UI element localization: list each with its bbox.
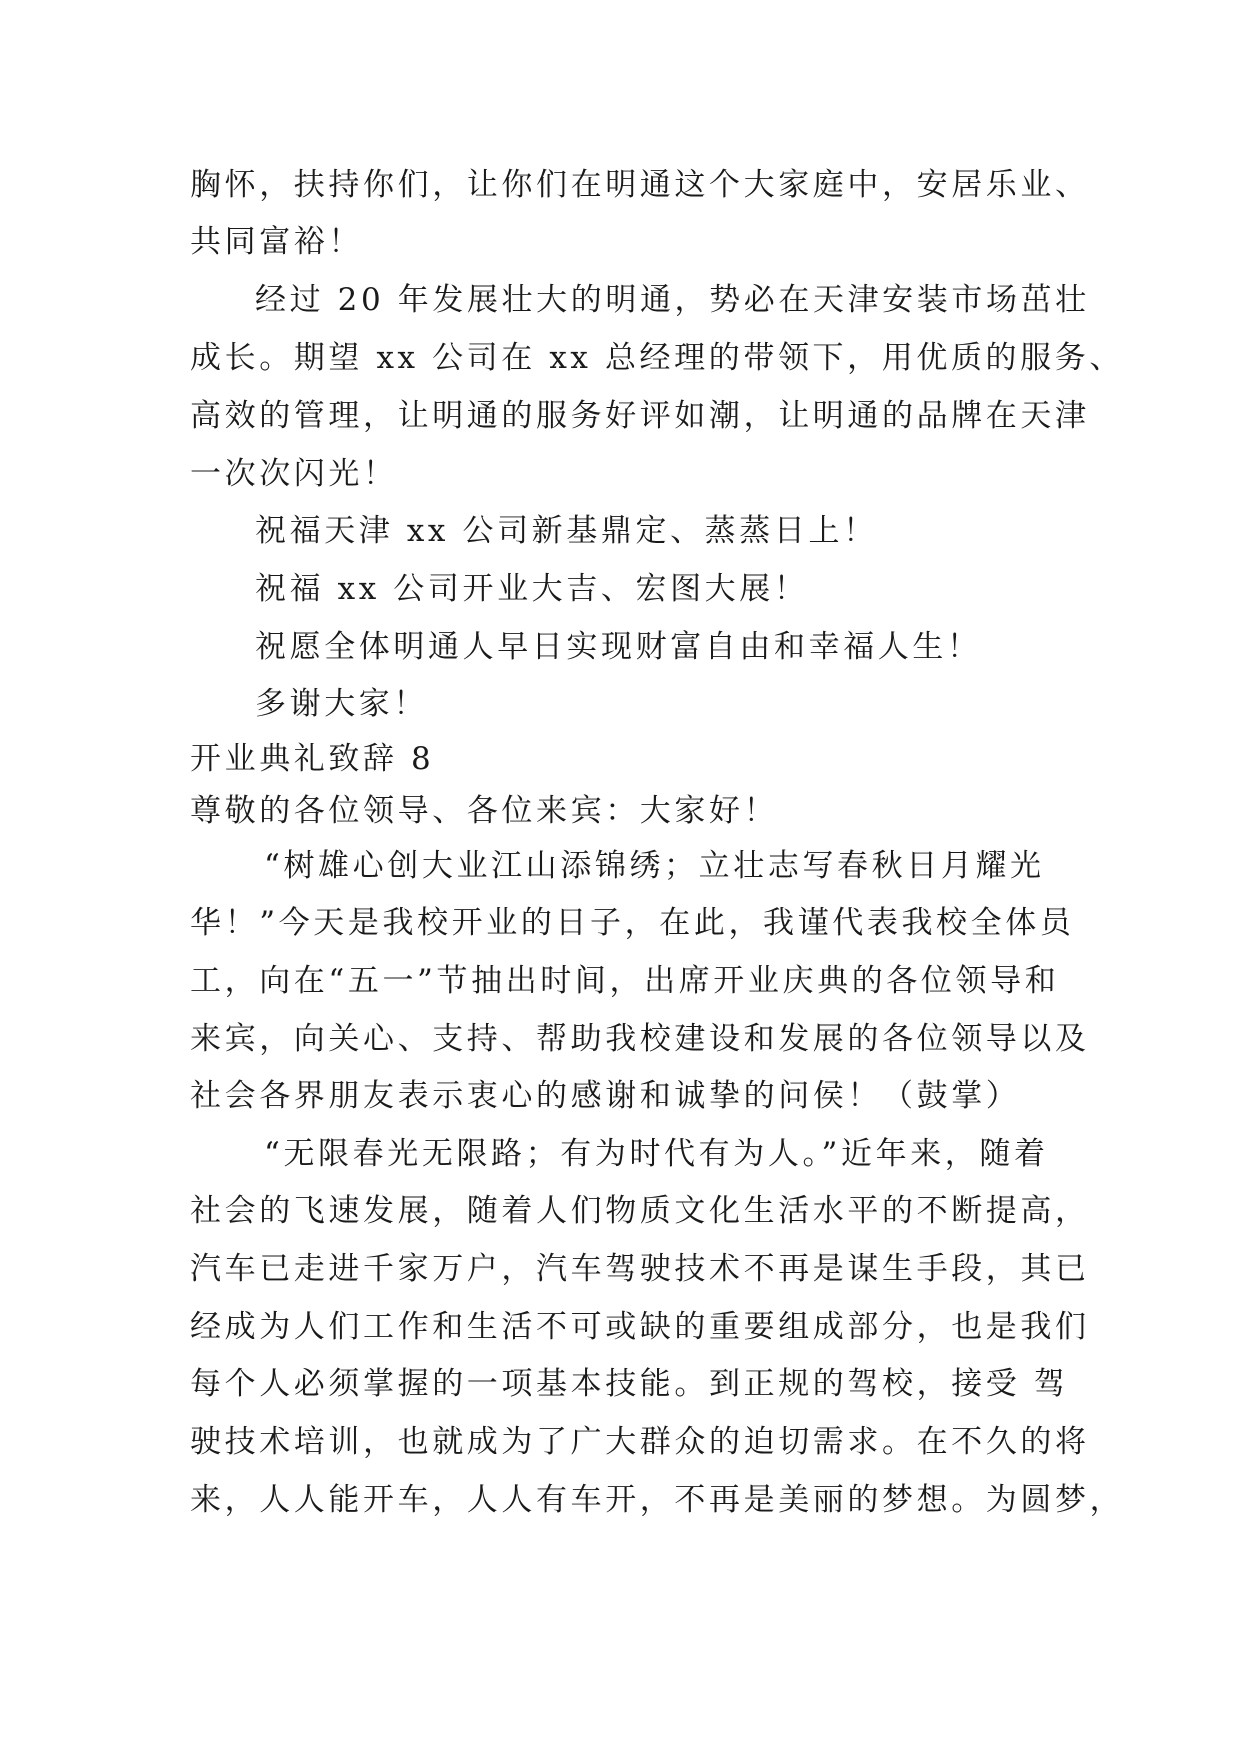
paragraph-line: 驶技术培训，也就成为了广大群众的迫切需求。在不久的将 (190, 1424, 1090, 1460)
paragraph-line: 社会的飞速发展，随着人们物质文化生活水平的不断提高， (190, 1193, 1090, 1229)
paragraph-line: 高效的管理，让明通的服务好评如潮，让明通的品牌在天津 (190, 398, 1090, 434)
paragraph-line: 来宾，向关心、支持、帮助我校建设和发展的各位领导以及 (190, 1021, 1090, 1057)
paragraph-line: 来，人人能开车，人人有车开，不再是美丽的梦想。为圆梦， (190, 1482, 1125, 1518)
paragraph-line: 共同富裕！ (190, 224, 363, 260)
salutation-line: 尊敬的各位领导、各位来宾：大家好！ (190, 793, 779, 829)
paragraph-line: 成长。期望 xx 公司在 xx 总经理的带领下，用优质的服务、 (190, 340, 1124, 376)
paragraph-line: 胸怀，扶持你们，让你们在明通这个大家庭中，安居乐业、 (190, 167, 1090, 203)
section-heading: 开业典礼致辞 8 (190, 741, 435, 777)
paragraph-line: 经成为人们工作和生活不可或缺的重要组成部分，也是我们 (190, 1309, 1090, 1345)
paragraph-line: 祝福 xx 公司开业大吉、宏图大展！ (255, 571, 809, 607)
paragraph-line: “无限春光无限路；有为时代有为人。”近年来，随着 (264, 1136, 1049, 1172)
paragraph-line: 工，向在“五一”节抽出时间，出席开业庆典的各位领导和 (190, 963, 1060, 999)
paragraph-line: 社会各界朋友表示衷心的感谢和诚挚的问侯！（鼓掌） (190, 1078, 1021, 1114)
paragraph-line: 祝愿全体明通人早日实现财富自由和幸福人生！ (255, 629, 982, 665)
paragraph-line: 多谢大家！ (255, 686, 428, 722)
paragraph-line: 每个人必须掌握的一项基本技能。到正规的驾校，接受 驾 (190, 1366, 1069, 1402)
paragraph-line: 一次次闪光！ (190, 456, 398, 492)
paragraph-line: 祝福天津 xx 公司新基鼎定、蒸蒸日上！ (255, 513, 878, 549)
paragraph-line: 华！”今天是我校开业的日子，在此，我谨代表我校全体员 (190, 905, 1075, 941)
paragraph-line: 汽车已走进千家万户，汽车驾驶技术不再是谋生手段，其已 (190, 1251, 1090, 1287)
paragraph-line: 经过 20 年发展壮大的明通，势必在天津安装市场茁壮 (255, 282, 1090, 318)
paragraph-line: “树雄心创大业江山添锦绣；立壮志写春秋日月耀光 (264, 848, 1045, 884)
